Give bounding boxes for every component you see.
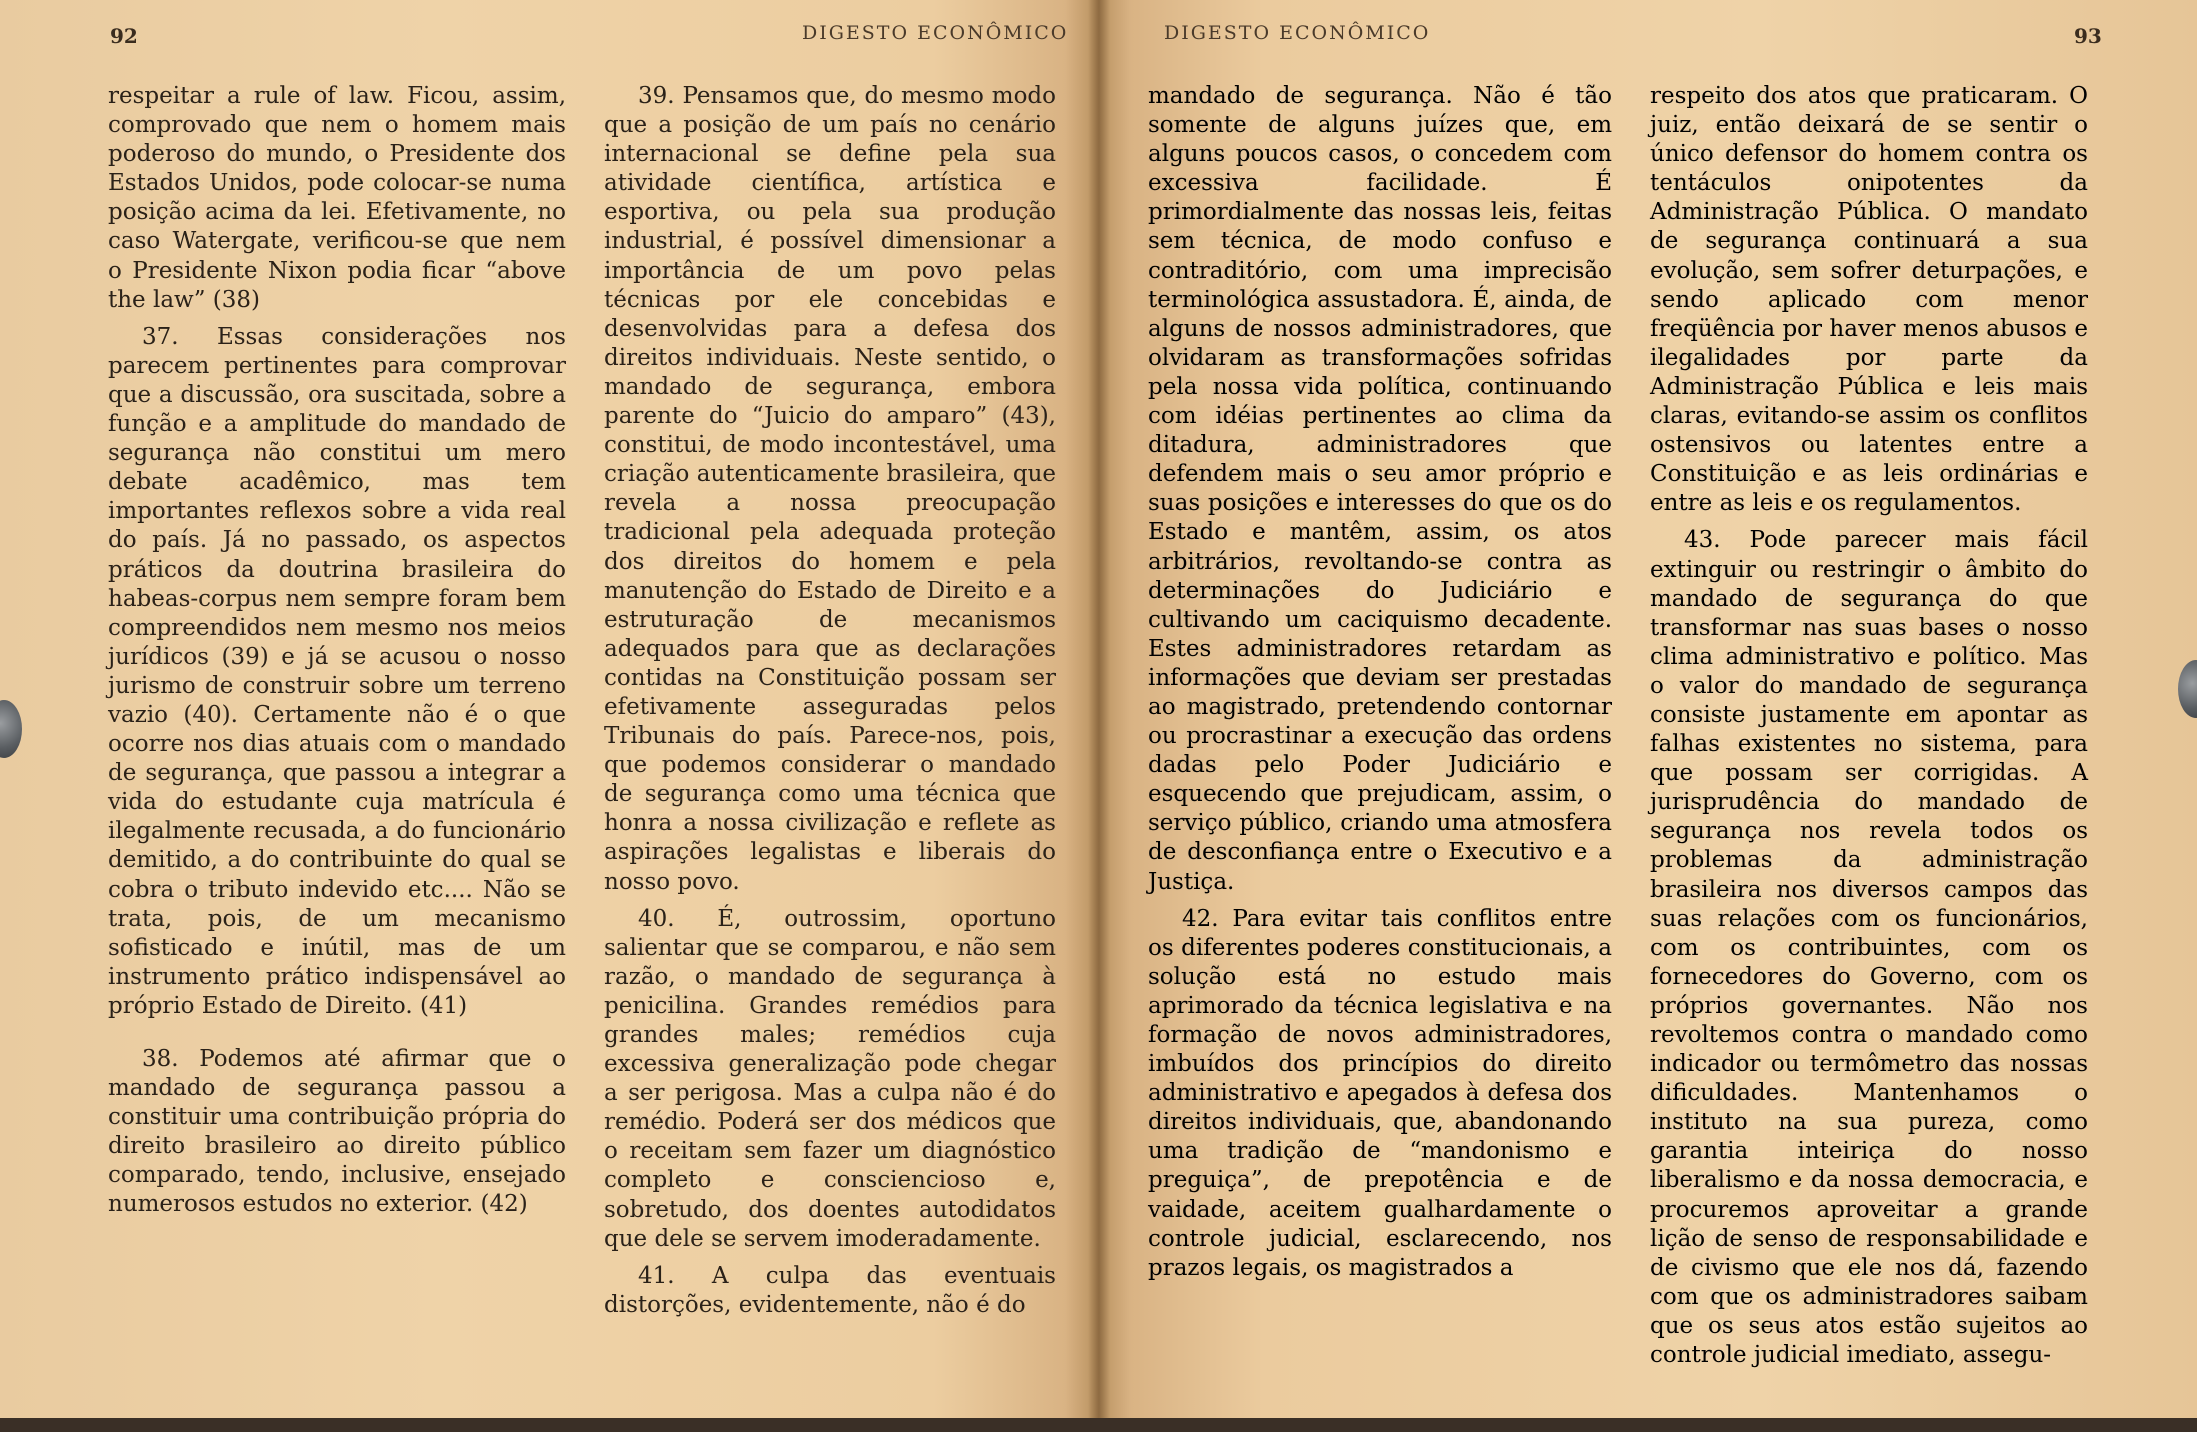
column-4 [1650,82,2088,1370]
running-header-left: DIGESTO ECONÔMICO [802,22,1069,44]
paragraph-38: 38. Podemos até afirmar que o mandado de segurança passou a constituir uma contribuição própria do direito brasileiro ao direito público comparado, tendo, inclusive, ensejado numerosos estudos no exterior. (42) [108,1046,566,1218]
running-header-right: DIGESTO ECONÔMICO [1164,22,1431,44]
paragraph: mandado de segurança. Não é tão somente de alguns juízes que, em alguns poucos casos, o concedem com excessiva facilidade. É primordialmente das nossas leis, feitas sem técnica, de modo confuso e contraditório, com uma imprecisão terminológica assustadora. É, ainda, de alguns de nossos administradores, que olvidaram as transformações sofridas pela nossa vida política, continuando com idéias pertinentes ao clima da ditadura, administradores que defendem mais o seu amor próprio e suas posições e interesses do que os do Estado e mantêm, assim, os atos arbitrários, revoltando-se contra as determinações do Judiciário e cultivando um caciquismo decadente. Estes administradores retardam as informações que deviam ser prestadas ao magistrado, pretendendo contornar ou procrastinar a execução das ordens dadas pelo Poder Judiciário e esquecendo que prejudicam, assim, o serviço público, criando uma atmosfera de desconfiança entre o Executivo e a Justiça. [1148,83,1612,895]
paragraph-40: 40. É, outrossim, oportuno salientar que se comparou, e não sem razão, o mandado de segurança à penicilina. Grandes remédios para grandes males; remédios cuja excessiva generalização pode chegar a ser perigosa. Mas a culpa não é do remédio. Poderá ser dos médicos que o receitam sem fazer um diagnóstico completo e consciencioso e, sobretudo, dos doentes autodidatos que dele se servem imoderadamente. [604,905,1056,1252]
paragraph: respeitar a rule of law. Ficou, assim, comprovado que nem o homem mais poderoso do mundo, o Presidente dos Estados Unidos, pode colocar-se numa posição acima da lei. Efetivamente, no caso Watergate, verificou-se que nem o Presidente Nixon podia ficar “above the law” (38) [108,83,566,313]
left-page [0,0,1098,1432]
paragraph: respeito dos atos que praticaram. O juiz, então deixará de se sentir o único defensor do homem contra os tentáculos onipotentes da Administração Pública. O mandato de segurança continuará a sua evolução, sem sofrer deturpações, e sendo aplicado com menor freqüência por haver menos abusos e ilegalidades por parte da Administração Pública e leis mais claras, evitando-se assim os conflitos ostensivos ou latentes entre a Constituição e as leis ordinárias e entre as leis e os regulamentos. [1650,83,2088,517]
paragraph-41: 41. A culpa das eventuais distorções, evidentemente, não é do [604,1262,1056,1318]
paragraph-42: 42. Para evitar tais conflitos entre os diferentes poderes constitucionais, a solução está no estudo mais aprimorado da técnica legislativa e na formação de novos administradores, imbuídos dos princípios do direito administrativo e apegados à defesa dos direitos individuais, que, abandonando uma tradição de “mandonismo e preguiça”, de prepotência e de vaidade, aceitem gualhardamente o controle judicial, esclarecendo, nos prazos legais, os magistrados a [1148,905,1612,1281]
page-number-right: 93 [2074,24,2102,48]
book-gutter [1088,0,1110,1432]
column-2 [604,82,1056,1320]
paragraph-39: 39. Pensamos que, do mesmo modo que a posição de um país no cenário internacional se define pela sua atividade científica, artística e esportiva, ou pela sua produção industrial, é possível dimensionar a importância de um povo pelas técnicas por ele concebidas e desenvolvidas para a defesa dos direitos individuais. Neste sentido, o mandado de segurança, embora parente do “Juicio do amparo” (43), constitui, de modo incontestável, uma criação autenticamente brasileira, que revela a nossa preocupação tradicional pela adequada proteção dos direitos do homem e pela manutenção do Estado de Direito e a estruturação de mecanismos adequados para que as declarações contidas na Constituição possam ser efetivamente asseguradas pelos Tribunais do país. Parece-nos, pois, que podemos considerar o mandado de segurança como uma técnica que honra a nossa civilização e reflete as aspirações legalistas e liberais do nosso povo. [604,83,1056,895]
page-number-left: 92 [110,24,138,48]
page-bottom-edge [0,1418,2197,1432]
paragraph-37: 37. Essas considerações nos parecem pertinentes para comprovar que a discussão, ora suscitada, sobre a função e a amplitude do mandado de segurança não constitui um mero debate acadêmico, mas tem importantes reflexos sobre a vida real do país. Já no passado, os aspectos práticos da doutrina brasileira do habeas-corpus nem sempre foram bem compreendidos nem mesmo nos meios jurídicos (39) e já se acusou o nosso jurismo de construir sobre um terreno vazio (40). Certamente não é o que ocorre nos dias atuais com o mandado de segurança, que passou a integrar a vida do estudante cuja matrícula é ilegalmente recusada, a do funcionário demitido, a do contribuinte do qual se cobra o tributo indevido etc.... Não se trata, pois, de um mecanismo sofisticado e inútil, mas de um instrumento prático indispensável ao próprio Estado de Direito. (41) [108,323,566,1019]
paragraph-43: 43. Pode parecer mais fácil extinguir ou restringir o âmbito do mandado de segurança do que transformar nas suas bases o nosso clima administrativo e político. Mas o valor do mandado de segurança consiste justamente em apontar as falhas existentes no sistema, para que possam ser corrigidas. A jurisprudência do mandado de segurança nos revela todos os problemas da administração brasileira nos diversos campos das suas relações com os funcionários, com os contribuintes, com os fornecedores do Governo, com os próprios governantes. Não nos revoltemos contra o mandado como indicador ou termômetro das nossas dificuldades. Mantenhamos o instituto na sua pureza, como garantia inteiriça do nosso liberalismo e da nossa democracia, e procuremos aproveitar a grande lição de senso de responsabilidade e de civismo que ele nos dá, fazendo com que os administradores saibam que os seus atos estão sujeitos ao controle judicial imediato, assegu- [1650,527,2088,1369]
column-3 [1148,82,1612,1283]
column-1 [108,82,566,1220]
